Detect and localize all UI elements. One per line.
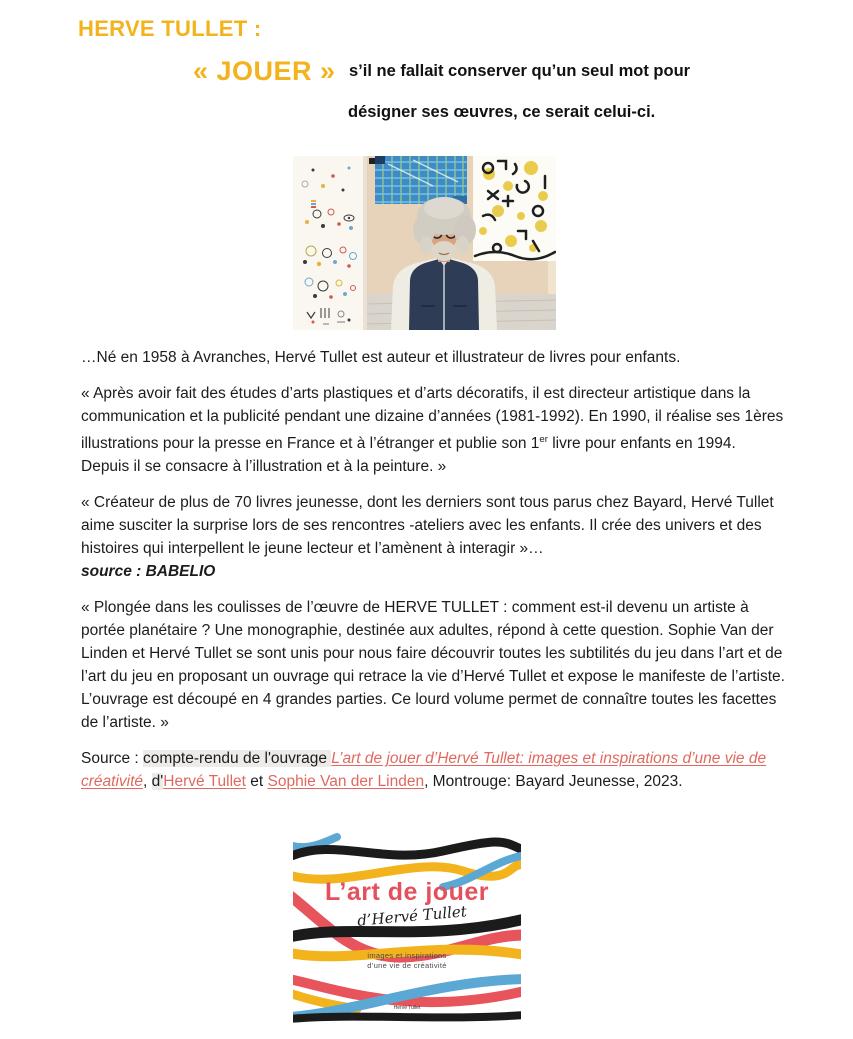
cover-tagline-line-2: d’une vie de créativité [367, 961, 447, 971]
portrait-photo [293, 156, 556, 330]
conjunction-text: et [245, 773, 268, 791]
paragraph-career-text: « Après avoir fait des études d’arts plastiques et d’arts décoratifs, il est directeur artistique dans la communication et la publicité pendant une dizaine d’années (1981-1992). En 1990, il réalise ses 1ères illustrations pour la presse en France et à l’étranger et publie son 1 [81, 385, 784, 453]
d-apostrophe: d' [151, 773, 164, 791]
tagline-line-2: désigner ses œuvres, ce serait celui-ci. [348, 103, 656, 121]
subhead-block [81, 48, 786, 145]
source-paragraph [81, 747, 786, 793]
tagline-line-1: s’il ne fallait conserver qu’un seul mot pour [349, 62, 691, 80]
paragraph-creator [81, 491, 786, 583]
babelio-source: source : BABELIO [81, 563, 216, 581]
portrait-photo-illustration [293, 156, 556, 330]
book-cover-image [293, 831, 521, 1023]
cover-tagline [293, 951, 521, 971]
document-page [78, 16, 786, 1023]
page-title: HERVE TULLET : [78, 16, 262, 41]
ordinal-superscript: er [539, 434, 548, 445]
separator-comma: , [143, 773, 152, 791]
paragraph-bio: …Né en 1958 à Avranches, Hervé Tullet est auteur et illustrateur de livres pour enfants. [81, 349, 681, 366]
author-link-sophie-van-der-linden[interactable]: Sophie Van der Linden [267, 773, 425, 791]
paragraph-career [81, 382, 786, 478]
photo-blue-grid-painting [369, 156, 467, 204]
source-label: Source : [81, 750, 144, 768]
highlighted-phrase: compte-rendu de l'ouvrage [143, 750, 332, 768]
paragraph-monograph: « Plongée dans les coulisses de l’œuvre de HERVE TULLET : comment est-il devenu un artiste à portée planétaire ? Une monographie, destinée aux adultes, répond à cette question. Sophie Van der Linden et Hervé Tullet se sont unis pour nous faire découvrir toutes les subtilités du jeu dans l’art et de l’art du jeu en proposant un ouvrage qui retrace la vie d’Hervé Tullet et expose le manifeste de l’artiste. L’ouvrage est découpé en 4 grandes parties. Ce lourd volume permet de connaître toutes les facettes de l’artiste. » [81, 599, 785, 732]
quote-word-jouer: « JOUER » [193, 56, 336, 86]
cover-imprint: Hervé Tullet [393, 1005, 421, 1012]
author-link-herve-tullet[interactable]: Hervé Tullet [163, 773, 246, 791]
photo-left-doodle-panel [293, 156, 367, 330]
paragraph-creator-text: « Créateur de plus de 70 livres jeunesse, dont les derniers sont tous parus chez Bayard, Hervé Tullet aime susciter la surprise lors de ses rencontres -ateliers avec les enfants. Il crée des univers et des histoires qui interpellent le jeune lecteur et l’amènent à interagir »… [81, 494, 774, 558]
source-suffix: , Montrouge: Bayard Jeunesse, 2023. [424, 773, 683, 791]
cover-tagline-line-1: images et inspirations [367, 951, 447, 961]
cover-title-text: L’art de jouer [325, 878, 489, 907]
paragraph-career-text-end: livre pour enfants en 1994. Depuis il se consacre à l’illustration et à la peinture. » [81, 435, 736, 476]
cover-author-script: d’Hervé Tullet [356, 902, 468, 930]
photo-right-doodle-canvas [473, 156, 556, 261]
book-title-link[interactable]: L’art de jouer d’Hervé Tullet: images et inspirations d’une vie de créativité [81, 750, 767, 791]
